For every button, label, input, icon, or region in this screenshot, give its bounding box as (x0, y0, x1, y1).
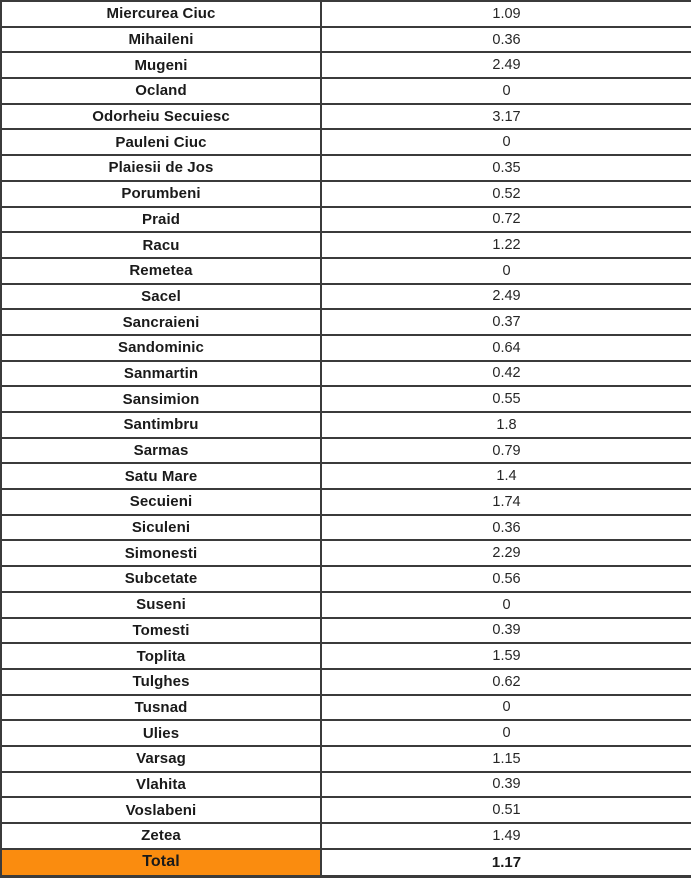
table-row (1, 27, 691, 53)
value-cell: 0 (321, 78, 691, 104)
table-row (1, 412, 691, 438)
value-cell: 1.59 (321, 643, 691, 669)
table-row (1, 489, 691, 515)
locality-cell: Ocland (1, 78, 321, 104)
locality-cell: Praid (1, 207, 321, 233)
table-row (1, 361, 691, 387)
locality-cell: Tulghes (1, 669, 321, 695)
value-cell: 1.4 (321, 463, 691, 489)
value-cell: 1.09 (321, 1, 691, 27)
locality-cell: Porumbeni (1, 181, 321, 207)
value-cell: 0.36 (321, 515, 691, 541)
value-cell: 0.51 (321, 797, 691, 823)
value-cell: 0 (321, 258, 691, 284)
table-row (1, 1, 691, 27)
total-row (1, 849, 691, 877)
locality-cell: Tusnad (1, 695, 321, 721)
locality-cell: Racu (1, 232, 321, 258)
value-cell: 0.72 (321, 207, 691, 233)
table-row (1, 438, 691, 464)
table-row (1, 540, 691, 566)
locality-cell: Pauleni Ciuc (1, 129, 321, 155)
locality-cell: Vlahita (1, 772, 321, 798)
value-cell: 0.36 (321, 27, 691, 53)
value-cell: 0 (321, 592, 691, 618)
table-row (1, 52, 691, 78)
value-cell: 0 (321, 695, 691, 721)
locality-cell: Remetea (1, 258, 321, 284)
table-row (1, 129, 691, 155)
locality-cell: Varsag (1, 746, 321, 772)
locality-cell: Siculeni (1, 515, 321, 541)
value-cell: 0 (321, 720, 691, 746)
table-row (1, 669, 691, 695)
locality-cell: Sarmas (1, 438, 321, 464)
locality-cell: Sancraieni (1, 309, 321, 335)
locality-cell: Mugeni (1, 52, 321, 78)
value-cell: 2.49 (321, 52, 691, 78)
table-row (1, 772, 691, 798)
value-cell: 0.35 (321, 155, 691, 181)
value-cell: 0.39 (321, 772, 691, 798)
locality-cell: Plaiesii de Jos (1, 155, 321, 181)
locality-cell: Sandominic (1, 335, 321, 361)
locality-cell: Sanmartin (1, 361, 321, 387)
total-value-cell: 1.17 (321, 849, 691, 877)
table-row (1, 618, 691, 644)
value-cell: 0.62 (321, 669, 691, 695)
locality-cell: Sansimion (1, 386, 321, 412)
locality-cell: Toplita (1, 643, 321, 669)
table-row (1, 746, 691, 772)
table-row (1, 104, 691, 130)
value-cell: 0.64 (321, 335, 691, 361)
value-cell: 0.37 (321, 309, 691, 335)
table-row (1, 515, 691, 541)
table-row (1, 823, 691, 849)
value-cell: 1.8 (321, 412, 691, 438)
locality-cell: Secuieni (1, 489, 321, 515)
locality-cell: Suseni (1, 592, 321, 618)
locality-cell: Satu Mare (1, 463, 321, 489)
table-row (1, 155, 691, 181)
table-row (1, 207, 691, 233)
locality-cell: Tomesti (1, 618, 321, 644)
locality-cell: Voslabeni (1, 797, 321, 823)
table-row (1, 695, 691, 721)
locality-cell: Sacel (1, 284, 321, 310)
table-row (1, 566, 691, 592)
locality-cell: Simonesti (1, 540, 321, 566)
value-cell: 0.39 (321, 618, 691, 644)
locality-cell: Ulies (1, 720, 321, 746)
table-row (1, 463, 691, 489)
locality-cell: Subcetate (1, 566, 321, 592)
value-cell: 2.29 (321, 540, 691, 566)
locality-cell: Santimbru (1, 412, 321, 438)
value-cell: 0.56 (321, 566, 691, 592)
table-row (1, 720, 691, 746)
value-cell: 0.52 (321, 181, 691, 207)
value-cell: 0 (321, 129, 691, 155)
value-cell: 1.15 (321, 746, 691, 772)
locality-cell: Odorheiu Secuiesc (1, 104, 321, 130)
value-cell: 1.22 (321, 232, 691, 258)
table-row (1, 643, 691, 669)
value-cell: 1.74 (321, 489, 691, 515)
value-cell: 2.49 (321, 284, 691, 310)
value-cell: 1.49 (321, 823, 691, 849)
table-row (1, 797, 691, 823)
table-row (1, 592, 691, 618)
table-row (1, 78, 691, 104)
locality-cell: Mihaileni (1, 27, 321, 53)
locality-cell: Miercurea Ciuc (1, 1, 321, 27)
table-row (1, 181, 691, 207)
table-body (1, 1, 691, 877)
table-row (1, 258, 691, 284)
table-row (1, 232, 691, 258)
table-row (1, 386, 691, 412)
value-cell: 0.79 (321, 438, 691, 464)
locality-cell: Zetea (1, 823, 321, 849)
total-label-cell: Total (1, 849, 321, 877)
table-row (1, 335, 691, 361)
value-cell: 0.42 (321, 361, 691, 387)
table-row (1, 284, 691, 310)
table-row (1, 309, 691, 335)
value-cell: 0.55 (321, 386, 691, 412)
value-cell: 3.17 (321, 104, 691, 130)
